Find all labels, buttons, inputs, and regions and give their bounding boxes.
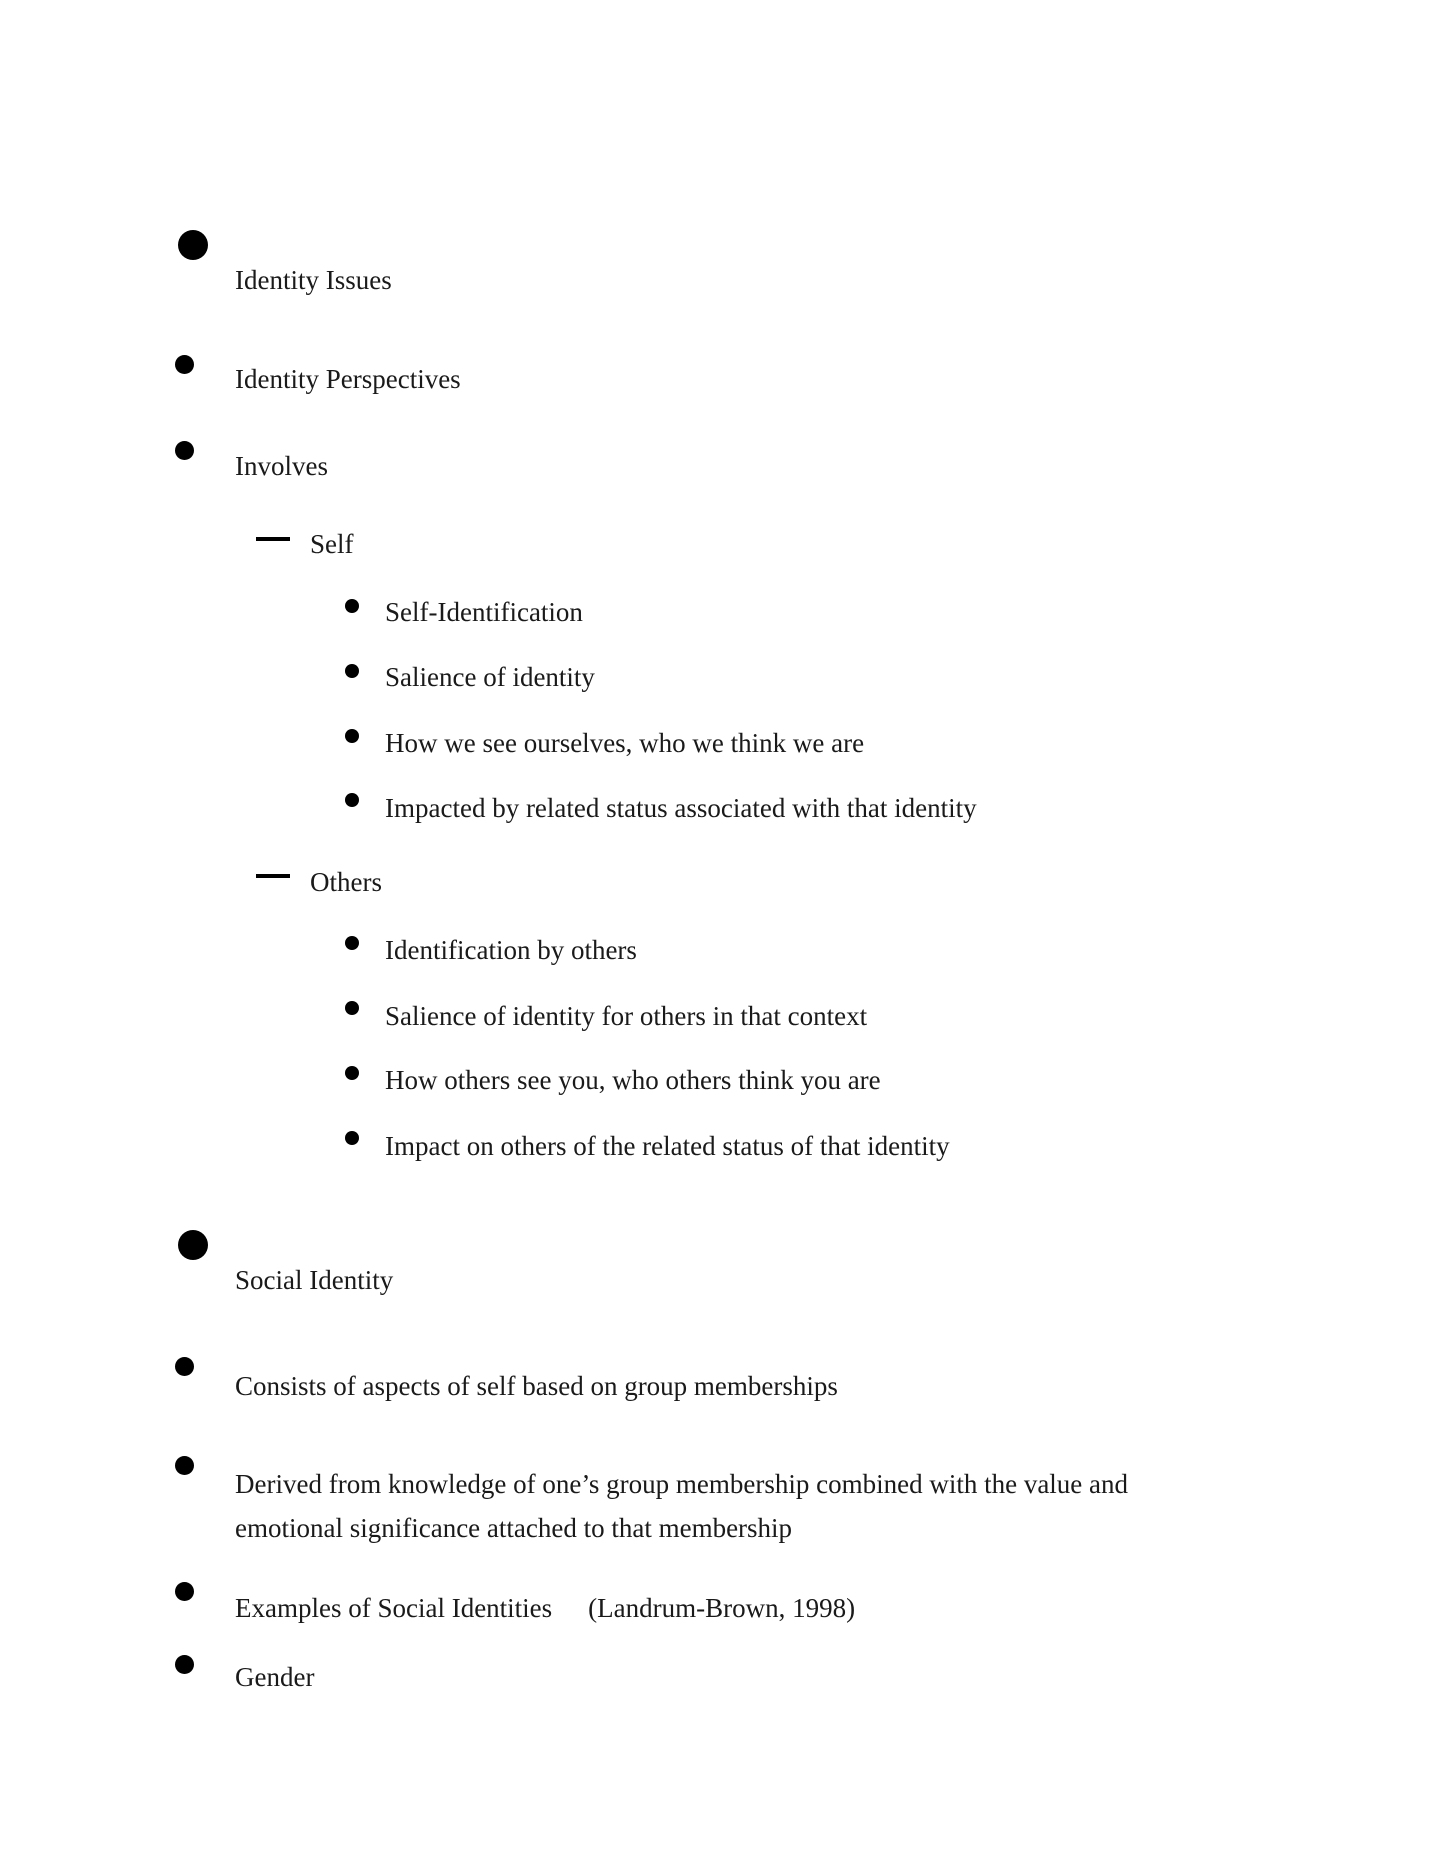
list-item [235,1586,855,1630]
list-item: Impact on others of the related status of that identity [385,1131,950,1161]
bullet-icon [175,1456,194,1475]
citation: (Landrum-Brown, 1998) [588,1593,856,1623]
list-item: Identity Perspectives [235,364,461,394]
list-item: How others see you, who others think you are [385,1065,881,1095]
section-heading: Social Identity [235,1265,394,1295]
large-bullet-icon [178,1230,208,1260]
small-bullet-icon [345,1066,359,1080]
list-item-text: Examples of Social Identities [235,1593,553,1623]
small-bullet-icon [345,729,359,743]
subgroup-label: Self [310,529,354,559]
small-bullet-icon [345,793,359,807]
small-bullet-icon [345,1001,359,1015]
bullet-icon [175,1582,194,1601]
bullet-icon [175,441,194,460]
large-bullet-icon [178,230,208,260]
list-item: Salience of identity for others in that context [385,1001,868,1031]
list-item: Impacted by related status associated with that identity [385,793,977,823]
list-item: Involves [235,451,328,481]
list-item: Derived from knowledge of one’s group membership combined with the value and emotional significance attached to that membership [235,1469,1129,1543]
dash-icon [256,874,290,878]
list-item: Gender [235,1662,315,1692]
list-item: Identification by others [385,935,637,965]
small-bullet-icon [345,936,359,950]
section-heading: Identity Issues [235,265,392,295]
bullet-icon [175,1655,194,1674]
small-bullet-icon [345,1131,359,1145]
bullet-icon [175,1357,194,1376]
bullet-icon [175,355,194,374]
dash-icon [256,537,290,541]
small-bullet-icon [345,599,359,613]
small-bullet-icon [345,664,359,678]
list-item: Consists of aspects of self based on group memberships [235,1371,838,1401]
list-item: Salience of identity [385,662,595,692]
subgroup-label: Others [310,867,382,897]
list-item: Self-Identification [385,597,583,627]
list-item: How we see ourselves, who we think we are [385,728,865,758]
